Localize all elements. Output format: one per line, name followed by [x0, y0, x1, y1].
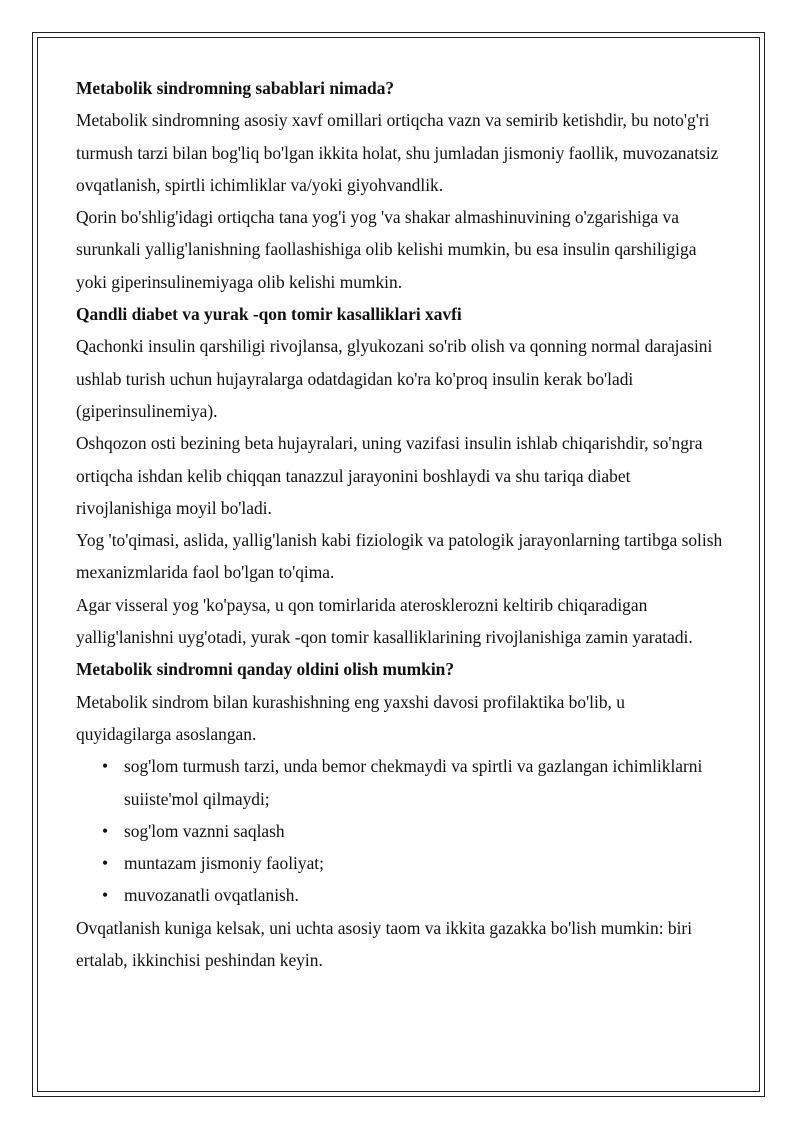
list-item-text: sog'lom vaznni saqlash [124, 820, 285, 841]
prevention-list [76, 750, 724, 911]
bullet-icon: • [102, 756, 109, 777]
section-heading-risks: Qandli diabet va yurak -qon tomir kasalliklari xavfi [76, 304, 462, 325]
section-heading-causes: Metabolik sindromning sabablari nimada? [76, 78, 395, 98]
bullet-icon: • [102, 885, 109, 906]
paragraph: Qorin bo'shlig'idagi ortiqcha tana yog'i yog 'va shakar almashinuvining o'zgarishiga va surunkali yallig'lanishning faollashishiga olib kelishi mumkin, bu esa insulin qarshiligiga yoki giperinsulinemiyaga olib kelishi mumkin. [76, 207, 697, 292]
paragraph: Oshqozon osti bezining beta hujayralari, uning vazifasi insulin ishlab chiqarishdir, so'ngra ortiqcha ishdan kelib chiqqan tanazzul jarayonini boshlaydi va shu tariqa diabet rivojlanishiga moyil bo'ladi. [76, 433, 703, 518]
paragraph: Qachonki insulin qarshiligi rivojlansa, glyukozani so'rib olish va qonning normal darajasini ushlab turish uchun hujayralarga odatdagidan ko'ra ko'proq insulin kerak bo'ladi (giperinsulinemiya). [76, 336, 713, 421]
section-heading-prevention: Metabolik sindromni qanday oldini olish mumkin? [76, 659, 455, 680]
list-item [102, 879, 724, 911]
document-body [76, 72, 724, 976]
list-item [102, 847, 724, 879]
paragraph: Metabolik sindromning asosiy xavf omillari ortiqcha vazn va semirib ketishdir, bu noto'g'ri turmush tarzi bilan bog'liq bo'lgan ikkita holat, shu jumladan jismoniy faollik, muvozanatsiz ovqatlanish, spirtli ichimliklar va/yoki giyohvandlik. [76, 110, 719, 195]
list-item [102, 750, 724, 815]
paragraph: Agar visseral yog 'ko'paysa, u qon tomirlarida aterosklerozni keltirib chiqaradigan yallig'lanishni uyg'otadi, yurak -qon tomir kasalliklarining rivojlanishiga zamin yaratadi. [76, 594, 693, 648]
paragraph-intro: Metabolik sindrom bilan kurashishning eng yaxshi davosi profilaktika bo'lib, u quyidagilarga asoslangan. [76, 691, 625, 744]
list-item-text: muntazam jismoniy faoliyat; [124, 853, 324, 874]
paragraph-closing: Ovqatlanish kuniga kelsak, uni uchta asosiy taom va ikkita gazakka bo'lish mumkin: biri ertalab, ikkinchisi peshindan keyin. [76, 917, 693, 971]
bullet-icon: • [102, 820, 109, 841]
list-item-text: muvozanatli ovqatlanish. [124, 885, 299, 906]
list-item [102, 815, 724, 847]
bullet-icon: • [102, 853, 109, 874]
list-item-text: sog'lom turmush tarzi, unda bemor chekmaydi va spirtli va gazlangan ichimliklarni suiiste'mol qilmaydi; [124, 756, 703, 809]
paragraph: Yog 'to'qimasi, aslida, yallig'lanish kabi fiziologik va patologik jarayonlarning tartibga solish mexanizmlarida faol bo'lgan to'qima. [76, 530, 723, 583]
